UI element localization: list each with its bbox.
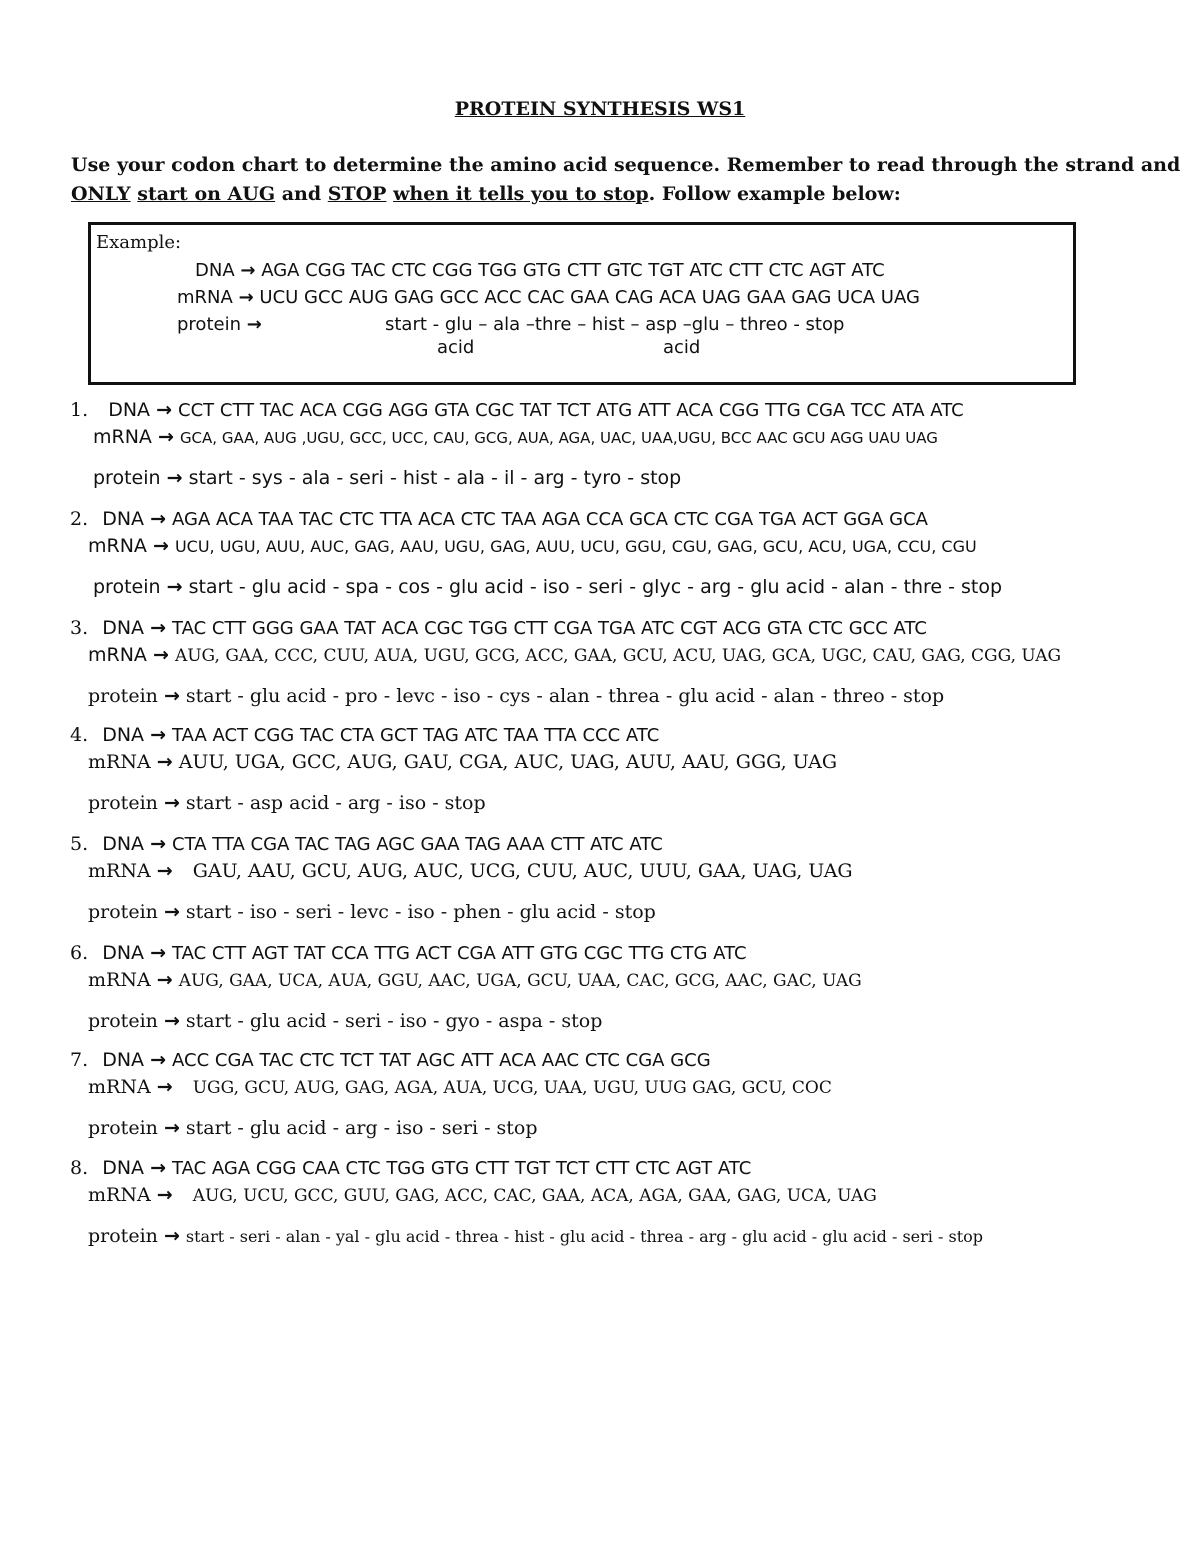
problem-6-protein-line [88,1010,602,1032]
example-acid-note-2: acid [663,337,701,358]
mrna-label: mRNA [88,860,151,882]
example-protein-sequence: start - glu – ala –thre – hist – asp –glu – threo - stop [385,314,845,335]
protein-label: protein [177,314,241,335]
problem-2-protein-sequence: start - glu acid - spa - cos - glu acid - iso - seri - glyc - arg - glu acid - alan - thre - stop [188,576,1003,598]
mrna-label: mRNA [88,1184,151,1206]
mrna-label: mRNA [88,969,151,991]
mrna-label: mRNA [88,751,151,773]
problem-5-mrna-sequence: GAU, AAU, GCU, AUG, AUC, UCG, CUU, AUC, UUU, GAA, UAG, UAG [192,860,853,882]
problem-7-dna-line [70,1049,711,1071]
problem-number: 1. [70,399,89,421]
problem-1-dna-line [70,399,964,421]
problem-number: 3. [70,617,89,639]
mrna-label: mRNA [93,426,152,448]
problem-1-mrna-line [93,426,938,448]
problem-2-mrna-line [88,535,977,557]
protein-label: protein [88,792,158,814]
problem-7-protein-sequence: start - glu acid - arg - iso - seri - stop [185,1117,538,1139]
dna-label: DNA [102,1049,145,1071]
instructions-when-stop: when it tells you to stop [393,183,649,205]
problem-8-protein-line [88,1225,983,1247]
instructions-line-1 [71,154,1180,176]
protein-label: protein [88,1225,158,1247]
arrow-icon: → [152,535,169,557]
problem-8-protein-sequence: start - seri - alan - yal - glu acid - threa - hist - glu acid - threa - arg - glu acid - glu acid - seri - stop [185,1227,983,1246]
problem-3-dna-sequence: TAC CTT GGG GAA TAT ACA CGC TGG CTT CGA TGA ATC CGT ACG GTA CTC GCC ATC [172,618,927,639]
example-dna-line [195,260,885,281]
problem-8-mrna-sequence: AUG, UCU, GCC, GUU, GAG, ACC, CAC, GAA, ACA, AGA, GAA, GAG, UCA, UAG [192,1186,877,1206]
problem-7-dna-sequence: ACC CGA TAC CTC TCT TAT AGC ATT ACA AAC CTC CGA GCG [172,1050,711,1071]
instructions-follow: . Follow example below: [648,183,901,205]
protein-label: protein [88,1117,158,1139]
problem-4-mrna-line [88,751,837,773]
instructions-start-on-aug: start on AUG [137,183,276,205]
protein-label: protein [88,901,158,923]
dna-label: DNA [102,1157,145,1179]
dna-label: DNA [195,260,235,281]
problem-7-mrna-line [88,1076,832,1098]
protein-label: protein [88,685,158,707]
instructions-line-2 [71,183,901,205]
problem-3-protein-sequence: start - glu acid - pro - levc - iso - cys - alan - threa - glu acid - alan - threo - stop [185,685,945,707]
protein-label: protein [93,576,161,598]
problem-2-dna-line [70,508,928,530]
arrow-icon: → [156,969,173,991]
example-mrna-sequence: UCU GCC AUG GAG GCC ACC CAC GAA CAG ACA UAG GAA GAG UCA UAG [259,287,920,308]
problem-5-protein-sequence: start - iso - seri - levc - iso - phen - glu acid - stop [185,901,656,923]
problem-number: 7. [70,1049,89,1071]
page-title: PROTEIN SYNTHESIS WS1 [454,98,746,120]
arrow-icon: → [150,508,166,530]
problem-4-protein-line [88,792,486,814]
arrow-icon: → [166,576,183,598]
problem-6-dna-line [70,942,747,964]
problem-number: 8. [70,1157,89,1179]
problem-1-protein-sequence: start - sys - ala - seri - hist - ala - il - arg - tyro - stop [188,467,682,489]
example-dna-sequence: AGA CGG TAC CTC CGG TGG GTG CTT GTC TGT ATC CTT CTC AGT ATC [261,260,885,281]
arrow-icon: → [163,1010,180,1032]
problem-4-protein-sequence: start - asp acid - arg - iso - stop [185,792,486,814]
example-mrna-line [177,287,920,308]
arrow-icon: → [163,1225,180,1247]
arrow-icon: → [156,399,172,421]
arrow-icon: → [157,426,174,448]
problem-6-protein-sequence: start - glu acid - seri - iso - gyo - aspa - stop [185,1010,603,1032]
dna-label: DNA [102,942,145,964]
mrna-label: mRNA [177,287,233,308]
mrna-label: mRNA [88,644,147,666]
problem-3-dna-line [70,617,927,639]
instructions-only: ONLY [71,183,131,205]
problem-8-mrna-line [88,1184,877,1206]
protein-label: protein [93,467,161,489]
arrow-icon: → [150,833,166,855]
arrow-icon: → [156,751,173,773]
problem-8-dna-line [70,1157,751,1179]
problem-1-mrna-sequence: GCA, GAA, AUG ,UGU, GCC, UCC, CAU, GCG, AUA, AGA, UAC, UAA,UGU, BCC AAC GCU AGG UAU UAG [179,429,938,447]
problem-1-dna-sequence: CCT CTT TAC ACA CGG AGG GTA CGC TAT TCT ATG ATT ACA CGG TTG CGA TCC ATA ATC [178,400,964,421]
problem-3-mrna-line [88,644,1061,666]
problem-6-mrna-sequence: AUG, GAA, UCA, AUA, GGU, AAC, UGA, GCU, UAA, CAC, GCG, AAC, GAC, UAG [178,971,862,991]
problem-4-dna-line [70,724,659,746]
arrow-icon: → [156,860,173,882]
arrow-icon: → [150,1049,166,1071]
arrow-icon: → [150,724,166,746]
problem-number: 4. [70,724,89,746]
instructions-stop: STOP [327,183,387,205]
arrow-icon: → [246,314,262,335]
problem-5-mrna-line [88,860,853,882]
example-acid-note-1: acid [437,337,475,358]
example-box [88,222,1076,385]
problem-2-protein-line [93,576,1002,598]
problem-4-mrna-sequence: AUU, UGA, GCC, AUG, GAU, CGA, AUC, UAG, AUU, AAU, GGG, UAG [178,751,838,773]
arrow-icon: → [156,1076,173,1098]
mrna-label: mRNA [88,535,147,557]
dna-label: DNA [102,617,145,639]
arrow-icon: → [163,901,180,923]
problem-6-dna-sequence: TAC CTT AGT TAT CCA TTG ACT CGA ATT GTG CGC TTG CTG ATC [172,943,747,964]
dna-label: DNA [108,399,151,421]
arrow-icon: → [150,1157,166,1179]
arrow-icon: → [238,287,254,308]
arrow-icon: → [163,1117,180,1139]
mrna-label: mRNA [88,1076,151,1098]
problem-6-mrna-line [88,969,862,991]
problem-5-dna-line [70,833,663,855]
problem-2-mrna-sequence: UCU, UGU, AUU, AUC, GAG, AAU, UGU, GAG, AUU, UCU, GGU, CGU, GAG, GCU, ACU, UGA, CCU, CGU [174,537,977,556]
problem-number: 6. [70,942,89,964]
protein-label: protein [88,1010,158,1032]
problem-7-mrna-sequence: UGG, GCU, AUG, GAG, AGA, AUA, UCG, UAA, UGU, UUG GAG, GCU, COC [192,1078,832,1098]
arrow-icon: → [152,644,169,666]
arrow-icon: → [240,260,256,281]
example-label: Example: [96,232,182,253]
problem-8-dna-sequence: TAC AGA CGG CAA CTC TGG GTG CTT TGT TCT CTT CTC AGT ATC [172,1158,752,1179]
instructions-and: and [275,183,328,205]
problem-7-protein-line [88,1117,538,1139]
arrow-icon: → [150,617,166,639]
problem-5-protein-line [88,901,656,923]
problem-number: 2. [70,508,89,530]
arrow-icon: → [163,685,180,707]
problem-3-mrna-sequence: AUG, GAA, CCC, CUU, AUA, UGU, GCG, ACC, GAA, GCU, ACU, UAG, GCA, UGC, CAU, GAG, CGG, UAG [174,646,1062,666]
dna-label: DNA [102,833,145,855]
example-protein-label [177,314,262,335]
problem-4-dna-sequence: TAA ACT CGG TAC CTA GCT TAG ATC TAA TTA CCC ATC [172,725,660,746]
instructions-text: Use your codon chart to determine the amino acid sequence. Remember to read through the strand and [71,154,1181,176]
problem-2-dna-sequence: AGA ACA TAA TAC CTC TTA ACA CTC TAA AGA CCA GCA CTC CGA TGA ACT GGA GCA [172,509,928,530]
problem-3-protein-line [88,685,944,707]
problem-5-dna-sequence: CTA TTA CGA TAC TAG AGC GAA TAG AAA CTT ATC ATC [172,834,663,855]
dna-label: DNA [102,724,145,746]
problem-number: 5. [70,833,89,855]
dna-label: DNA [102,508,145,530]
problem-1-protein-line [93,467,681,489]
arrow-icon: → [166,467,183,489]
arrow-icon: → [150,942,166,964]
arrow-icon: → [156,1184,173,1206]
arrow-icon: → [163,792,180,814]
